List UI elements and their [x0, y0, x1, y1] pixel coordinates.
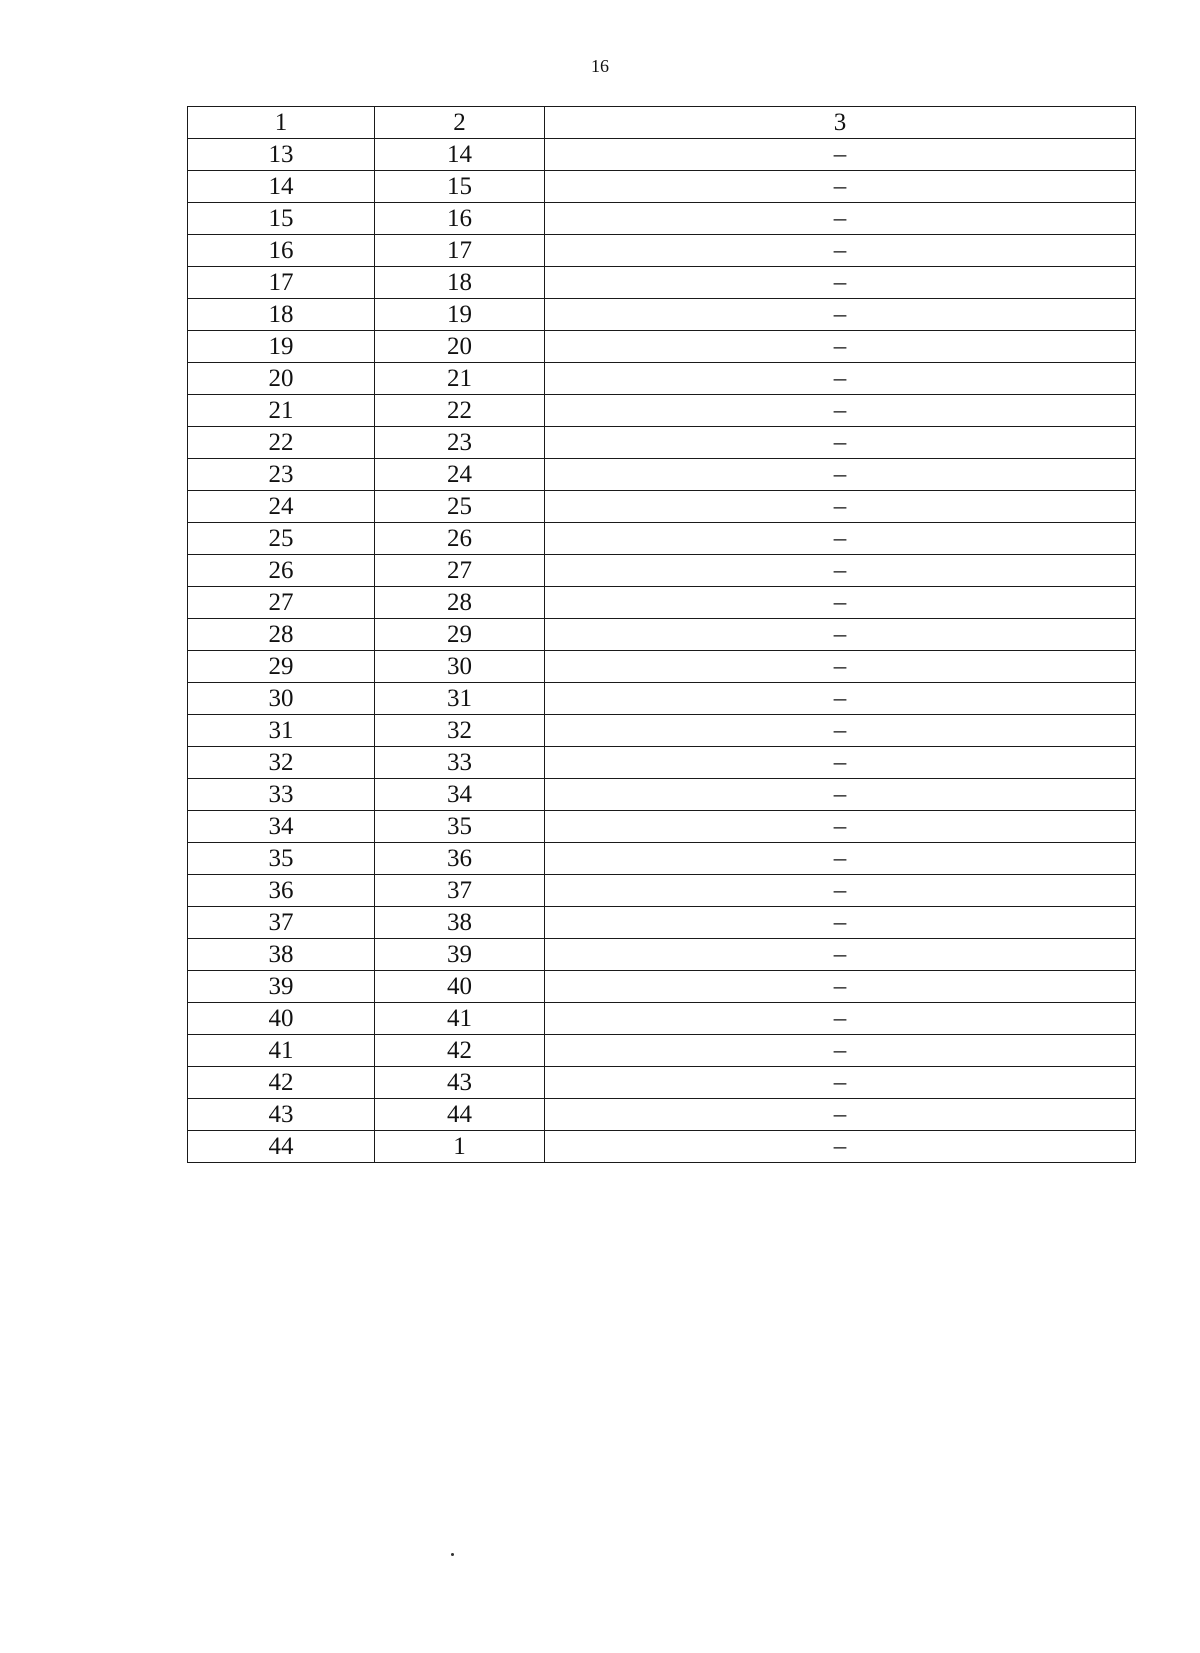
- header-cell-1: 1: [188, 107, 375, 139]
- table-cell-col2: 42: [375, 1035, 545, 1067]
- table-row: [188, 427, 1136, 459]
- table-cell-col3: –: [545, 267, 1136, 299]
- table-row: [188, 395, 1136, 427]
- table-cell-col3: –: [545, 843, 1136, 875]
- table-row: [188, 779, 1136, 811]
- table-cell-col1: 35: [188, 843, 375, 875]
- table-cell-col1: 18: [188, 299, 375, 331]
- table-row: [188, 715, 1136, 747]
- table-cell-col3: –: [545, 715, 1136, 747]
- table-cell-col1: 28: [188, 619, 375, 651]
- table-row: [188, 1003, 1136, 1035]
- header-cell-3: 3: [545, 107, 1136, 139]
- table-row: [188, 299, 1136, 331]
- table-cell-col2: 32: [375, 715, 545, 747]
- table-cell-col3: –: [545, 203, 1136, 235]
- table-cell-col3: –: [545, 555, 1136, 587]
- header-cell-2: 2: [375, 107, 545, 139]
- table-cell-col2: 36: [375, 843, 545, 875]
- table-cell-col2: 1: [375, 1131, 545, 1163]
- table-row: [188, 843, 1136, 875]
- table-row: [188, 811, 1136, 843]
- table-cell-col1: 20: [188, 363, 375, 395]
- table-cell-col1: 26: [188, 555, 375, 587]
- table-cell-col3: –: [545, 779, 1136, 811]
- table-cell-col2: 26: [375, 523, 545, 555]
- table-cell-col3: –: [545, 139, 1136, 171]
- table-cell-col3: –: [545, 395, 1136, 427]
- table-cell-col3: –: [545, 459, 1136, 491]
- table-cell-col2: 16: [375, 203, 545, 235]
- table-cell-col1: 19: [188, 331, 375, 363]
- table-cell-col2: 18: [375, 267, 545, 299]
- table-cell-col1: 14: [188, 171, 375, 203]
- table-cell-col3: –: [545, 299, 1136, 331]
- table-cell-col2: 44: [375, 1099, 545, 1131]
- table-cell-col2: 40: [375, 971, 545, 1003]
- table-cell-col2: 43: [375, 1067, 545, 1099]
- table-cell-col1: 40: [188, 1003, 375, 1035]
- table-cell-col1: 42: [188, 1067, 375, 1099]
- table-cell-col1: 43: [188, 1099, 375, 1131]
- table-cell-col1: 37: [188, 907, 375, 939]
- table-body: [188, 107, 1136, 1163]
- table-cell-col2: 29: [375, 619, 545, 651]
- table-row: [188, 747, 1136, 779]
- table-cell-col2: 30: [375, 651, 545, 683]
- table-cell-col3: –: [545, 939, 1136, 971]
- table-cell-col1: 15: [188, 203, 375, 235]
- table-cell-col1: 22: [188, 427, 375, 459]
- table-row: [188, 267, 1136, 299]
- table-cell-col2: 35: [375, 811, 545, 843]
- table-cell-col3: –: [545, 1035, 1136, 1067]
- table-cell-col1: 36: [188, 875, 375, 907]
- table-row: [188, 971, 1136, 1003]
- table-row: [188, 171, 1136, 203]
- table-row: [188, 459, 1136, 491]
- table-cell-col1: 13: [188, 139, 375, 171]
- page-number: 16: [591, 56, 609, 76]
- table-cell-col3: –: [545, 907, 1136, 939]
- table-cell-col3: –: [545, 747, 1136, 779]
- table-cell-col3: –: [545, 235, 1136, 267]
- table-row: [188, 491, 1136, 523]
- table-cell-col1: 25: [188, 523, 375, 555]
- table-cell-col1: 44: [188, 1131, 375, 1163]
- table-row: [188, 523, 1136, 555]
- table-cell-col2: 41: [375, 1003, 545, 1035]
- table-cell-col2: 21: [375, 363, 545, 395]
- table-cell-col1: 29: [188, 651, 375, 683]
- table-cell-col1: 33: [188, 779, 375, 811]
- table-cell-col2: 14: [375, 139, 545, 171]
- table-cell-col2: 25: [375, 491, 545, 523]
- table-row: [188, 235, 1136, 267]
- table-cell-col1: 32: [188, 747, 375, 779]
- table-cell-col3: –: [545, 331, 1136, 363]
- table-cell-col2: 28: [375, 587, 545, 619]
- table-cell-col3: –: [545, 587, 1136, 619]
- table-cell-col3: –: [545, 1099, 1136, 1131]
- table-cell-col2: 38: [375, 907, 545, 939]
- table-cell-col2: 23: [375, 427, 545, 459]
- table-cell-col2: 31: [375, 683, 545, 715]
- table-cell-col3: –: [545, 683, 1136, 715]
- table-cell-col1: 38: [188, 939, 375, 971]
- table-row: [188, 1035, 1136, 1067]
- table-cell-col1: 39: [188, 971, 375, 1003]
- table-header-row: [188, 107, 1136, 139]
- table-cell-col3: –: [545, 523, 1136, 555]
- table-cell-col2: 24: [375, 459, 545, 491]
- table-cell-col1: 27: [188, 587, 375, 619]
- table-row: [188, 1067, 1136, 1099]
- table-cell-col1: 16: [188, 235, 375, 267]
- table-row: [188, 619, 1136, 651]
- table-cell-col3: –: [545, 427, 1136, 459]
- data-table: [187, 106, 1136, 1163]
- table-cell-col1: 17: [188, 267, 375, 299]
- table-row: [188, 331, 1136, 363]
- table-row: [188, 1131, 1136, 1163]
- table-cell-col1: 41: [188, 1035, 375, 1067]
- table-row: [188, 651, 1136, 683]
- table-cell-col3: –: [545, 651, 1136, 683]
- table-row: [188, 587, 1136, 619]
- table-cell-col3: –: [545, 1003, 1136, 1035]
- table-row: [188, 875, 1136, 907]
- table-cell-col3: –: [545, 619, 1136, 651]
- table-row: [188, 555, 1136, 587]
- table-row: [188, 907, 1136, 939]
- table-cell-col2: 39: [375, 939, 545, 971]
- table-cell-col2: 17: [375, 235, 545, 267]
- table-cell-col3: –: [545, 1131, 1136, 1163]
- table-row: [188, 1099, 1136, 1131]
- table-cell-col1: 30: [188, 683, 375, 715]
- table-row: [188, 683, 1136, 715]
- stray-mark: [451, 1553, 454, 1556]
- table-cell-col2: 37: [375, 875, 545, 907]
- table-cell-col2: 20: [375, 331, 545, 363]
- table-cell-col3: –: [545, 491, 1136, 523]
- table-cell-col1: 21: [188, 395, 375, 427]
- table-cell-col1: 24: [188, 491, 375, 523]
- table-cell-col3: –: [545, 363, 1136, 395]
- table-cell-col2: 34: [375, 779, 545, 811]
- table-cell-col1: 31: [188, 715, 375, 747]
- table-cell-col2: 22: [375, 395, 545, 427]
- table-cell-col2: 19: [375, 299, 545, 331]
- table-row: [188, 939, 1136, 971]
- table-cell-col3: –: [545, 1067, 1136, 1099]
- table-cell-col3: –: [545, 875, 1136, 907]
- table-cell-col1: 23: [188, 459, 375, 491]
- table-cell-col2: 15: [375, 171, 545, 203]
- table-row: [188, 203, 1136, 235]
- table-row: [188, 363, 1136, 395]
- table-cell-col2: 33: [375, 747, 545, 779]
- table-row: [188, 139, 1136, 171]
- table-cell-col3: –: [545, 811, 1136, 843]
- table-cell-col1: 34: [188, 811, 375, 843]
- table-cell-col2: 27: [375, 555, 545, 587]
- table-cell-col3: –: [545, 971, 1136, 1003]
- table-cell-col3: –: [545, 171, 1136, 203]
